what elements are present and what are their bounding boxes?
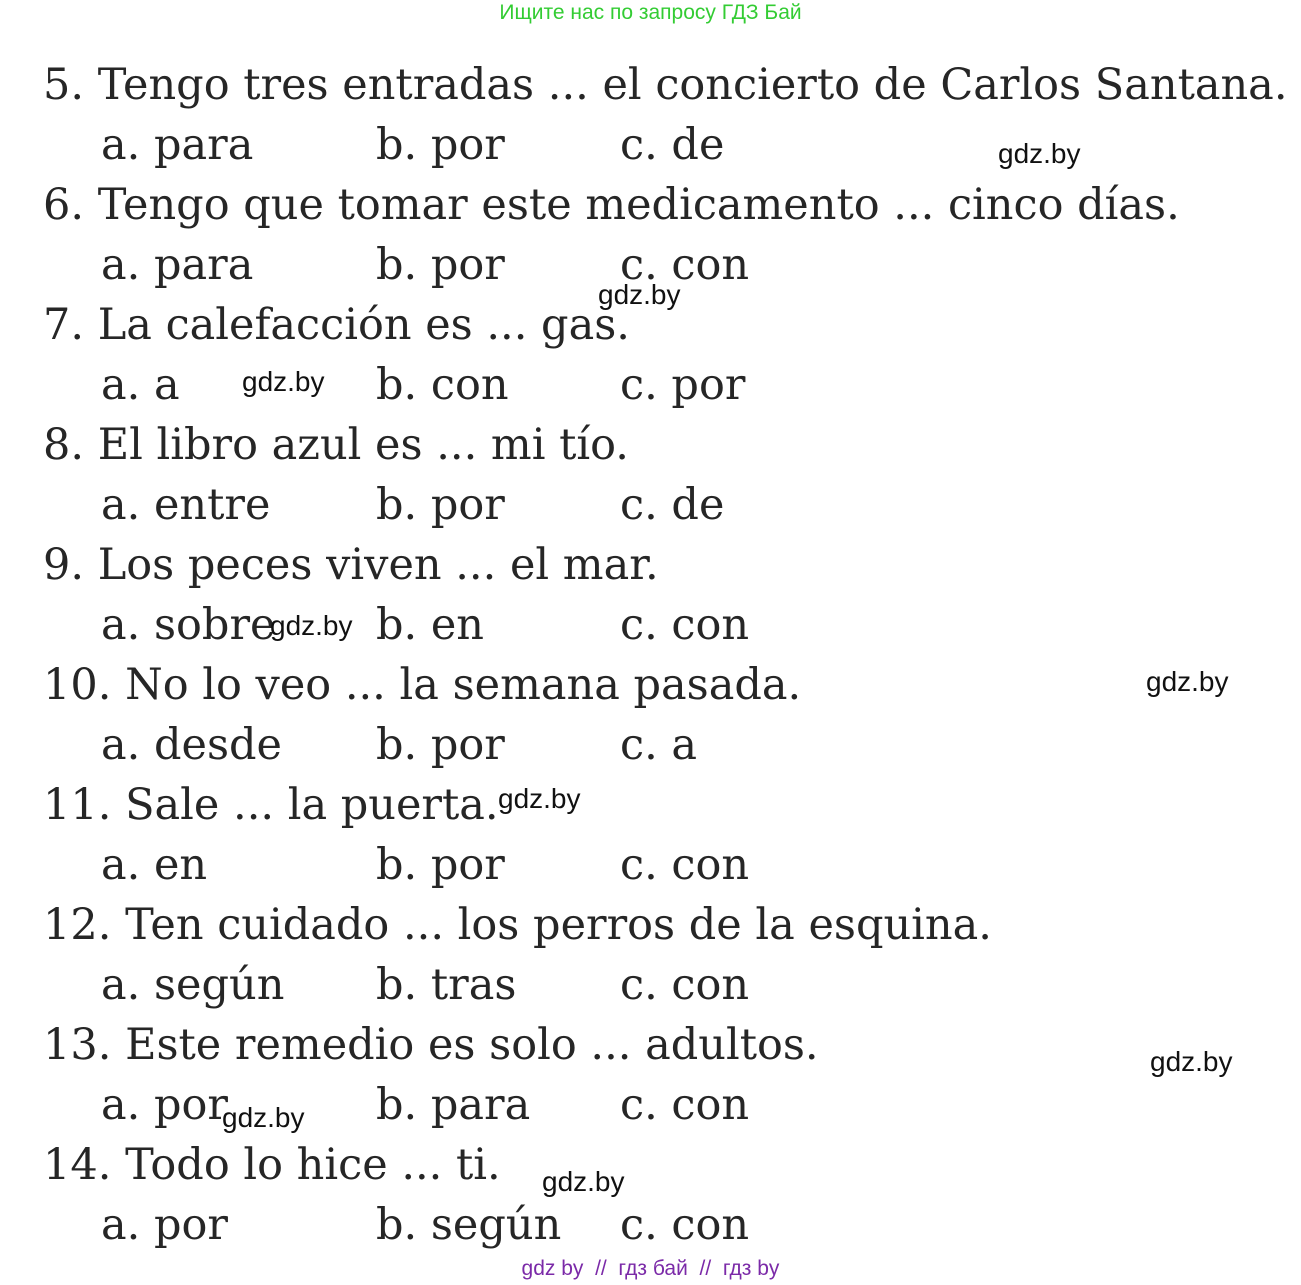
question-number: 14.: [43, 1140, 112, 1190]
question-text: [43, 535, 1273, 595]
question-text: [43, 655, 1273, 715]
option-c: c. con: [620, 600, 750, 650]
option-a: a. según: [101, 960, 285, 1010]
answer-options: [43, 115, 1273, 175]
option-a: a. por: [101, 1080, 228, 1130]
watermark: gdz.by: [1146, 666, 1229, 697]
question-number: 10.: [43, 660, 112, 710]
answer-options: [43, 475, 1273, 535]
option-b: b. en: [376, 600, 485, 650]
question-number: 9.: [43, 540, 85, 590]
option-c: c. con: [620, 1080, 750, 1130]
option-c: c. de: [620, 480, 725, 530]
question-text: [43, 415, 1273, 475]
option-b: b. por: [376, 840, 505, 890]
option-c: c. con: [620, 960, 750, 1010]
question-text: [43, 175, 1273, 235]
footer-note: gdz by // гдз бай // гдз by: [521, 1257, 780, 1280]
question-sentence: No lo veo ... la semana pasada.: [125, 660, 802, 710]
exercise-list: [43, 55, 1288, 1255]
watermark: gdz.by: [998, 138, 1081, 169]
question-sentence: La calefacción es ... gas.: [97, 300, 630, 350]
answer-options: [43, 835, 1273, 895]
option-b: b. por: [376, 720, 505, 770]
option-a: a. para: [101, 240, 254, 290]
option-c: c. por: [620, 360, 746, 410]
answer-options: [43, 595, 1273, 655]
question-number: 12.: [43, 900, 112, 950]
question-7: [43, 295, 1273, 415]
question-text: [43, 775, 1273, 835]
question-sentence: Este remedio es solo ... adultos.: [125, 1020, 819, 1070]
answer-options: [43, 955, 1273, 1015]
header-search-note: Ищите нас по запросу ГДЗ Бай: [499, 1, 802, 24]
option-b: b. con: [376, 360, 509, 410]
watermark: gdz.by: [242, 366, 325, 397]
question-14: [43, 1135, 1273, 1255]
question-5: [43, 55, 1288, 175]
question-number: 13.: [43, 1020, 112, 1070]
question-text: [43, 1135, 1273, 1195]
option-b: b. según: [376, 1200, 562, 1250]
watermark: gdz.by: [542, 1166, 625, 1197]
option-b: b. por: [376, 240, 505, 290]
option-b: b. tras: [376, 960, 517, 1010]
question-text: [43, 55, 1288, 115]
question-sentence: Sale ... la puerta.: [125, 780, 499, 830]
option-c: c. a: [620, 720, 698, 770]
question-number: 11.: [43, 780, 112, 830]
question-number: 8.: [43, 420, 85, 470]
option-b: b. por: [376, 480, 505, 530]
question-8: [43, 415, 1273, 535]
watermark: gdz.by: [498, 783, 581, 814]
option-a: a. en: [101, 840, 208, 890]
question-12: [43, 895, 1273, 1015]
question-sentence: El libro azul es ... mi tío.: [97, 420, 629, 470]
question-9: [43, 535, 1273, 655]
watermark: gdz.by: [222, 1102, 305, 1133]
answer-options: [43, 355, 1273, 415]
option-c: c. con: [620, 240, 750, 290]
option-a: a. por: [101, 1200, 228, 1250]
question-text: [43, 895, 1273, 955]
watermark: gdz.by: [598, 279, 681, 310]
question-number: 5.: [43, 60, 85, 110]
option-c: c. con: [620, 1200, 750, 1250]
watermark: gdz.by: [270, 610, 353, 641]
option-c: c. de: [620, 120, 725, 170]
option-c: c. con: [620, 840, 750, 890]
option-a: a. sobre: [101, 600, 276, 650]
option-a: a. entre: [101, 480, 271, 530]
question-text: [43, 1015, 1273, 1075]
question-sentence: Los peces viven ... el mar.: [97, 540, 659, 590]
option-a: a. desde: [101, 720, 282, 770]
question-sentence: Tengo tres entradas ... el concierto de Carlos Santana.: [97, 60, 1288, 110]
question-sentence: Tengo que tomar este medicamento ... cinco días.: [97, 180, 1180, 230]
question-sentence: Todo lo hice ... ti.: [125, 1140, 501, 1190]
option-a: a. para: [101, 120, 254, 170]
option-a: a. a: [101, 360, 180, 410]
option-b: b. para: [376, 1080, 531, 1130]
question-10: [43, 655, 1273, 775]
question-11: [43, 775, 1273, 895]
question-number: 6.: [43, 180, 85, 230]
question-number: 7.: [43, 300, 85, 350]
question-sentence: Ten cuidado ... los perros de la esquina.: [125, 900, 992, 950]
answer-options: [43, 1195, 1273, 1255]
watermark: gdz.by: [1150, 1046, 1233, 1077]
question-6: [43, 175, 1273, 295]
option-b: b. por: [376, 120, 505, 170]
answer-options: [43, 715, 1273, 775]
